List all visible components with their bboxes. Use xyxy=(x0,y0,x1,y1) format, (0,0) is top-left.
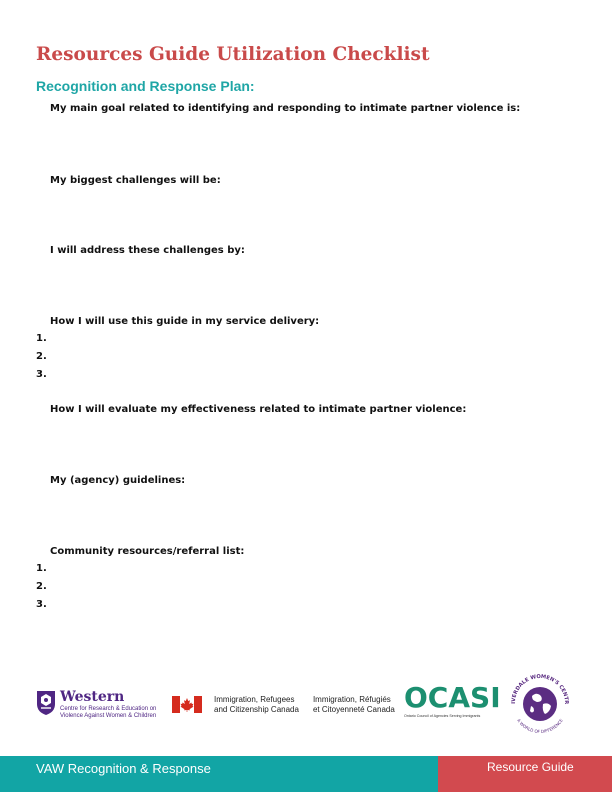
ocasi-name: OCASI xyxy=(404,681,501,714)
ircc-fr-line-1: Immigration, Réfugiés xyxy=(312,695,391,704)
riverdale-womens-centre-logo xyxy=(505,668,575,738)
list-item-number: 3. xyxy=(36,369,47,380)
question-address-challenges: I will address these challenges by: xyxy=(50,245,245,256)
ircc-logo xyxy=(172,695,395,714)
question-use-guide: How I will use this guide in my service delivery: xyxy=(50,316,320,327)
list-item-number: 2. xyxy=(36,581,47,592)
list-item-number: 1. xyxy=(36,563,47,574)
ircc-en-line-2: and Citizenship Canada xyxy=(214,704,299,714)
list-item-number: 3. xyxy=(36,599,47,610)
western-crest-icon xyxy=(36,690,56,716)
riverdale-top-text: IVERDALE WOMEN'S CENTR xyxy=(510,673,570,705)
footer-left-label: VAW Recognition & Response xyxy=(36,761,211,776)
globe-icon xyxy=(505,668,575,738)
question-community-resources: Community resources/referral list: xyxy=(50,546,245,557)
question-main-goal: My main goal related to identifying and responding to intimate partner violence is: xyxy=(50,103,521,114)
page-title: Resources Guide Utilization Checklist xyxy=(36,44,430,65)
question-evaluate: How I will evaluate my effectiveness related to intimate partner violence: xyxy=(50,404,467,415)
western-logo xyxy=(36,690,166,722)
section-subtitle: Recognition and Response Plan: xyxy=(36,78,255,94)
footer-right-bar xyxy=(438,756,612,792)
western-name: Western xyxy=(60,689,125,705)
ocasi-subtitle: Ontario Council of Agencies Serving Immigrants xyxy=(404,714,481,718)
question-agency-guidelines: My (agency) guidelines: xyxy=(50,475,186,486)
western-subtitle-1: Centre for Research & Education on xyxy=(60,706,157,712)
canada-flag-icon xyxy=(172,696,202,713)
western-subtitle-2: Violence Against Women & Children xyxy=(60,712,157,719)
list-item-number: 1. xyxy=(36,333,47,344)
list-item-number: 2. xyxy=(36,351,47,362)
ocasi-logo xyxy=(404,681,501,718)
riverdale-bottom-text: A WORLD OF DIFFERENCE xyxy=(516,717,564,735)
footer-right-label: Resource Guide xyxy=(487,760,574,774)
ircc-en-line-1: Immigration, Refugees xyxy=(214,695,295,704)
footer-left-bar xyxy=(0,756,438,792)
ircc-fr-line-2: et Citoyenneté Canada xyxy=(312,704,395,714)
question-challenges: My biggest challenges will be: xyxy=(50,175,221,186)
